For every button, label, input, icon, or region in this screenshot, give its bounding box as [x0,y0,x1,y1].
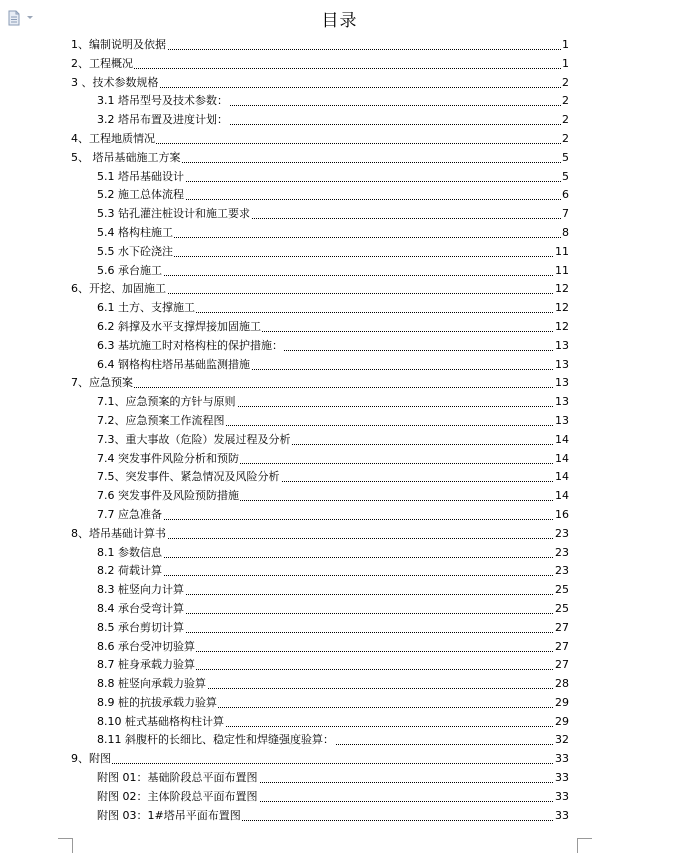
toc-entry-label: 8.10 桩式基础格构柱计算 [97,713,225,732]
dot-leader [97,557,567,558]
toc-entry-page-number: 2 [561,74,569,93]
toc-entry[interactable] [0,149,679,168]
toc-entry-page-number: 33 [554,769,569,788]
toc-entry-label: 9、附图 [71,750,112,769]
toc-entry-label: 7、应急预案 [71,374,134,393]
toc-entry-page-number: 12 [554,318,569,337]
toc-entry-label: 3 、技术参数规格 [71,74,160,93]
toc-entry-label: 5.4 格构柱施工 [97,224,174,243]
toc-entry[interactable] [0,318,679,337]
toc-entry-page-number: 5 [561,168,569,187]
toc-entry[interactable] [0,694,679,713]
toc-entry-page-number: 27 [554,656,569,675]
toc-entry-label: 8、塔吊基础计算书 [71,525,167,544]
toc-entry-page-number: 5 [561,149,569,168]
toc-entry-page-number: 28 [554,675,569,694]
toc-entry-label: 6.4 钢格构柱塔吊基础监测措施 [97,356,251,375]
toc-entry[interactable] [0,299,679,318]
toc-entry[interactable] [0,280,679,299]
crop-mark-bottom-left [58,838,73,853]
toc-entry-page-number: 14 [554,431,569,450]
toc-entry[interactable] [0,675,679,694]
toc-entry-label: 6、开挖、加固施工 [71,280,167,299]
toc-entry[interactable] [0,600,679,619]
toc-entry[interactable] [0,393,679,412]
toc-entry[interactable] [0,205,679,224]
toc-entry-page-number: 33 [554,750,569,769]
toc-entry[interactable] [0,450,679,469]
toc-entry-label: 5、 塔吊基础施工方案 [71,149,182,168]
toc-entry-page-number: 11 [554,262,569,281]
toc-entry-page-number: 14 [554,487,569,506]
dot-leader [97,275,567,276]
toc-entry-label: 8.5 承台剪切计算 [97,619,185,638]
dot-leader [71,763,567,764]
toc-entry-page-number: 32 [554,731,569,750]
dot-leader [71,68,567,69]
toc-entry-label: 3.2 塔吊布置及进度计划： [97,111,229,130]
toc-entry-page-number: 25 [554,581,569,600]
toc-entry-label: 5.5 水下砼浇注 [97,243,174,262]
toc-entry-label: 7.1、应急预案的方针与原则 [97,393,237,412]
toc-entry[interactable] [0,186,679,205]
toc-entry-label: 7.2、应急预案工作流程图 [97,412,226,431]
toc-entry-page-number: 1 [561,55,569,74]
toc-entry[interactable] [0,111,679,130]
toc-entry-label: 6.2 斜撑及水平支撑焊接加固施工 [97,318,262,337]
toc-entry[interactable] [0,243,679,262]
toc-entry[interactable] [0,581,679,600]
toc-entry[interactable] [0,562,679,581]
toc-entry[interactable] [0,713,679,732]
toc-entry-page-number: 13 [554,393,569,412]
toc-entry-label: 8.1 参数信息 [97,544,163,563]
toc-entry[interactable] [0,262,679,281]
toc-entry[interactable] [0,788,679,807]
toc-entry-label: 8.2 荷载计算 [97,562,163,581]
toc-entry[interactable] [0,92,679,111]
toc-entry-label: 8.7 桩身承载力验算 [97,656,196,675]
toc-entry-page-number: 23 [554,525,569,544]
page-title: 目录 [321,11,358,31]
toc-entry-label: 附图 03：1#塔吊平面布置图 [97,807,242,826]
toc-entry[interactable] [0,224,679,243]
toc-entry-page-number: 8 [561,224,569,243]
toc-entry-page-number: 11 [554,243,569,262]
toc-entry-page-number: 25 [554,600,569,619]
toc-entry[interactable] [0,74,679,93]
toc-entry-label: 3.1 塔吊型号及技术参数： [97,92,229,111]
toc-entry-page-number: 13 [554,412,569,431]
toc-entry-label: 5.6 承台施工 [97,262,163,281]
toc-entry-page-number: 6 [561,186,569,205]
toc-entry-page-number: 2 [561,130,569,149]
crop-mark-bottom-right [577,838,592,853]
toc-entry[interactable] [0,468,679,487]
toc-entry-page-number: 14 [554,450,569,469]
toc-entry-label: 8.6 承台受冲切验算 [97,638,196,657]
toc-entry[interactable] [0,36,679,55]
toc-entry-page-number: 23 [554,544,569,563]
toc-entry-page-number: 13 [554,337,569,356]
toc-entry-label: 6.1 土方、支撑施工 [97,299,196,318]
toc-entry[interactable] [0,55,679,74]
toc-entry-label: 7.5、突发事件、紧急情况及风险分析 [97,468,281,487]
table-of-contents [0,36,679,825]
toc-entry[interactable] [0,525,679,544]
toc-entry-label: 2、工程概况 [71,55,134,74]
toc-entry[interactable] [0,374,679,393]
toc-entry-page-number: 16 [554,506,569,525]
toc-entry-label: 8.3 桩竖向力计算 [97,581,185,600]
toc-entry-label: 1、编制说明及依据 [71,36,167,55]
toc-entry-label: 7.3、重大事故（危险）发展过程及分析 [97,431,292,450]
toc-entry-label: 8.11 斜腹杆的长细比、稳定性和焊缝强度验算： [97,731,335,750]
toc-entry-label: 7.6 突发事件及风险预防措施 [97,487,240,506]
toc-entry-label: 5.3 钻孔灌注桩设计和施工要求 [97,205,251,224]
toc-entry[interactable] [0,412,679,431]
toc-entry-label: 5.1 塔吊基础设计 [97,168,185,187]
toc-entry-page-number: 2 [561,92,569,111]
toc-entry[interactable] [0,731,679,750]
toc-entry-label: 7.4 突发事件风险分析和预防 [97,450,240,469]
toc-entry-page-number: 29 [554,694,569,713]
toc-entry-page-number: 13 [554,374,569,393]
toc-entry[interactable] [0,619,679,638]
toc-entry[interactable] [0,168,679,187]
toc-entry-label: 附图 02：主体阶段总平面布置图 [97,788,259,807]
toc-entry-page-number: 12 [554,280,569,299]
dot-leader [97,519,567,520]
toc-entry-label: 附图 01：基础阶段总平面布置图 [97,769,259,788]
toc-entry-page-number: 33 [554,807,569,826]
toc-entry-label: 6.3 基坑施工时对格构柱的保护措施： [97,337,284,356]
toc-entry[interactable] [0,487,679,506]
toc-entry-label: 8.9 桩的抗拔承载力验算 [97,694,218,713]
toc-entry-page-number: 14 [554,468,569,487]
toc-entry-page-number: 27 [554,619,569,638]
toc-entry-page-number: 23 [554,562,569,581]
toc-entry[interactable] [0,769,679,788]
toc-entry-label: 7.7 应急准备 [97,506,163,525]
toc-entry[interactable] [0,356,679,375]
dot-leader [97,575,567,576]
toc-entry[interactable] [0,506,679,525]
dot-leader [71,387,567,388]
toc-entry-label: 8.8 桩竖向承载力验算 [97,675,207,694]
toc-entry[interactable] [0,807,679,826]
toc-entry-page-number: 1 [561,36,569,55]
toc-entry-page-number: 2 [561,111,569,130]
toc-entry-page-number: 27 [554,638,569,657]
toc-entry-label: 8.4 承台受弯计算 [97,600,185,619]
toc-entry[interactable] [0,750,679,769]
toc-entry[interactable] [0,130,679,149]
toc-entry[interactable] [0,544,679,563]
toc-entry-page-number: 12 [554,299,569,318]
toc-entry[interactable] [0,656,679,675]
toc-entry[interactable] [0,638,679,657]
toc-entry-label: 4、工程地质情况 [71,130,156,149]
toc-entry-page-number: 29 [554,713,569,732]
toc-entry-page-number: 13 [554,356,569,375]
toc-entry-label: 5.2 施工总体流程 [97,186,185,205]
toc-entry-page-number: 7 [561,205,569,224]
toc-entry[interactable] [0,337,679,356]
toc-entry-page-number: 33 [554,788,569,807]
toc-entry[interactable] [0,431,679,450]
